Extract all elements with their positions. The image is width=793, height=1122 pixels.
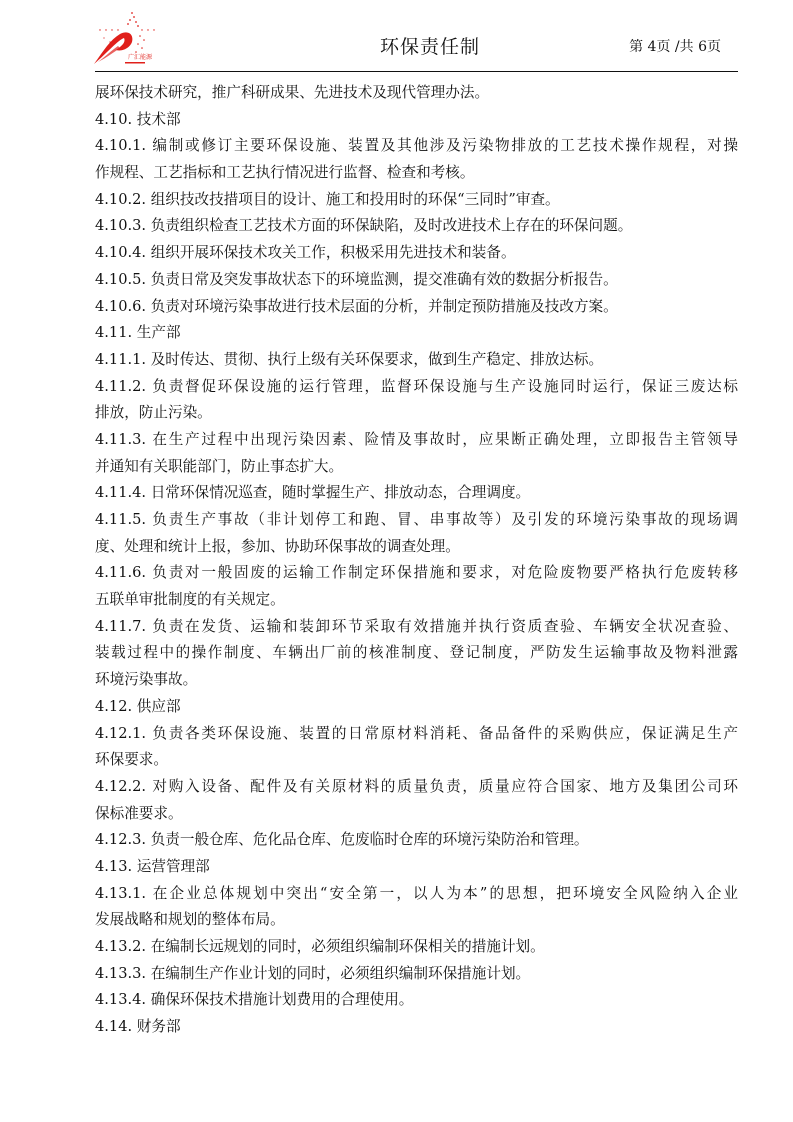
paragraph [95,961,738,988]
paragraph [95,427,738,480]
paragraph [95,987,738,1014]
paragraph-line: 五联单审批制度的有关规定。 [95,591,285,609]
paragraph-line: 4.13.4. 确保环保技术措施计划费用的合理使用。 [95,991,414,1009]
paragraph [95,213,738,240]
paragraph-line: 4.10.4. 组织开展环保技术攻关工作，积极采用先进技术和装备。 [95,244,516,262]
paragraph-line: 4.11.6. 负责对一般固废的运输工作制定环保措施和要求，对危险废物要严格执行危废转移 [95,564,738,582]
document-title: 环保责任制 [379,36,480,58]
paragraph [95,374,738,427]
paragraph-line: 排放，防止污染。 [95,404,212,422]
paragraph-line: 环保要求。 [95,751,168,769]
paragraph-line: 4.11.5. 负责生产事故（非计划停工和跑、冒、串事故等）及引发的环境污染事故的现场调 [95,511,738,528]
paragraph-line: 4.10.2. 组织技改技措项目的设计、施工和投用时的环保“三同时”审查。 [95,190,560,208]
paragraph [95,774,738,827]
logo-text: 广汇能源 [128,54,153,61]
paragraph-line: 4.11.2. 负责督促环保设施的运行管理，监督环保设施与生产设施同时运行，保证三废达标 [95,377,738,395]
paragraph [95,934,738,961]
paragraph [95,240,738,267]
paragraph-line: 4.14. 财务部 [95,1018,181,1036]
page-number: 第 4页 /共 6页 [629,39,721,55]
paragraph-line: 4.13. 运营管理部 [95,857,210,875]
header-divider [95,71,738,72]
paragraph [95,1014,738,1041]
paragraph [95,721,738,774]
document-body [95,80,738,1041]
paragraph [95,347,738,374]
paragraph-line: 4.11. 生产部 [95,324,181,342]
paragraph [95,187,738,214]
paragraph-line: 4.12.1. 负责各类环保设施、装置的日常原材料消耗、备品备件的采购供应，保证满足生产 [95,724,738,742]
paragraph-line: 4.10. 技术部 [95,110,181,128]
paragraph [95,80,738,107]
paragraph [95,320,738,347]
paragraph-line: 4.10.5. 负责日常及突发事故状态下的环境监测，提交准确有效的数据分析报告。 [95,270,618,288]
paragraph-line: 发展战略和规划的整体布局。 [95,911,285,929]
paragraph-line: 4.11.7. 负责在发货、运输和装卸环节采取有效措施并执行资质查验、车辆安全状况查验、 [95,617,738,635]
paragraph [95,107,738,134]
paragraph-line: 4.11.1. 及时传达、贯彻、执行上级有关环保要求，做到生产稳定、排放达标。 [95,350,604,368]
paragraph-line: 4.13.3. 在编制生产作业计划的同时，必须组织编制环保措施计划。 [95,964,531,982]
paragraph [95,294,738,321]
paragraph-line: 4.10.3. 负责组织检查工艺技术方面的环保缺陷，及时改进技术上存在的环保问题。 [95,217,633,235]
paragraph-line: 4.13.2. 在编制长远规划的同时，必须组织编制环保相关的措施计划。 [95,938,545,955]
paragraph-line: 装载过程中的操作制度、车辆出厂前的核准制度、登记制度，严防发生运输事故及物料泄露 [95,644,738,662]
paragraph [95,827,738,854]
paragraph [95,267,738,294]
paragraph [95,694,738,721]
paragraph [95,560,738,613]
paragraph-line: 4.12. 供应部 [95,697,181,715]
paragraph [95,133,738,186]
paragraph-line: 作规程、工艺指标和工艺执行情况进行监督、检查和考核。 [95,164,475,182]
paragraph-line: 4.11.3. 在生产过程中出现污染因素、险情及事故时，应果断正确处理，立即报告主管领导 [95,430,738,448]
paragraph [95,507,738,560]
paragraph-line: 4.10.6. 负责对环境污染事故进行技术层面的分析，并制定预防措施及技改方案。 [95,297,618,315]
paragraph-line: 4.13.1. 在企业总体规划中突出“安全第一，以人为本”的思想，把环境安全风险纳入企业 [95,884,738,902]
paragraph-line: 展环保技术研究，推广科研成果、先进技术及现代管理办法。 [95,84,490,101]
paragraph-line: 4.10.1. 编制或修订主要环保设施、装置及其他涉及污染物排放的工艺技术操作规程，对操 [95,137,738,155]
paragraph-line: 环境污染事故。 [95,671,198,689]
paragraph [95,854,738,881]
paragraph-line: 保标准要求。 [95,804,183,822]
paragraph-line: 4.12.3. 负责一般仓库、危化品仓库、危废临时仓库的环境污染防治和管理。 [95,831,589,849]
paragraph [95,614,738,694]
paragraph-line: 4.12.2. 对购入设备、配件及有关原材料的质量负责，质量应符合国家、地方及集团公司环 [95,777,738,795]
paragraph-line: 并通知有关职能部门，防止事态扩大。 [95,457,344,475]
paragraph [95,881,738,934]
paragraph [95,480,738,507]
page-header [0,0,793,75]
paragraph-line: 4.11.4. 日常环保情况巡查，随时掌握生产、排放动态，合理调度。 [95,484,531,502]
paragraph-line: 度、处理和统计上报，参加、协助环保事故的调查处理。 [95,537,460,555]
